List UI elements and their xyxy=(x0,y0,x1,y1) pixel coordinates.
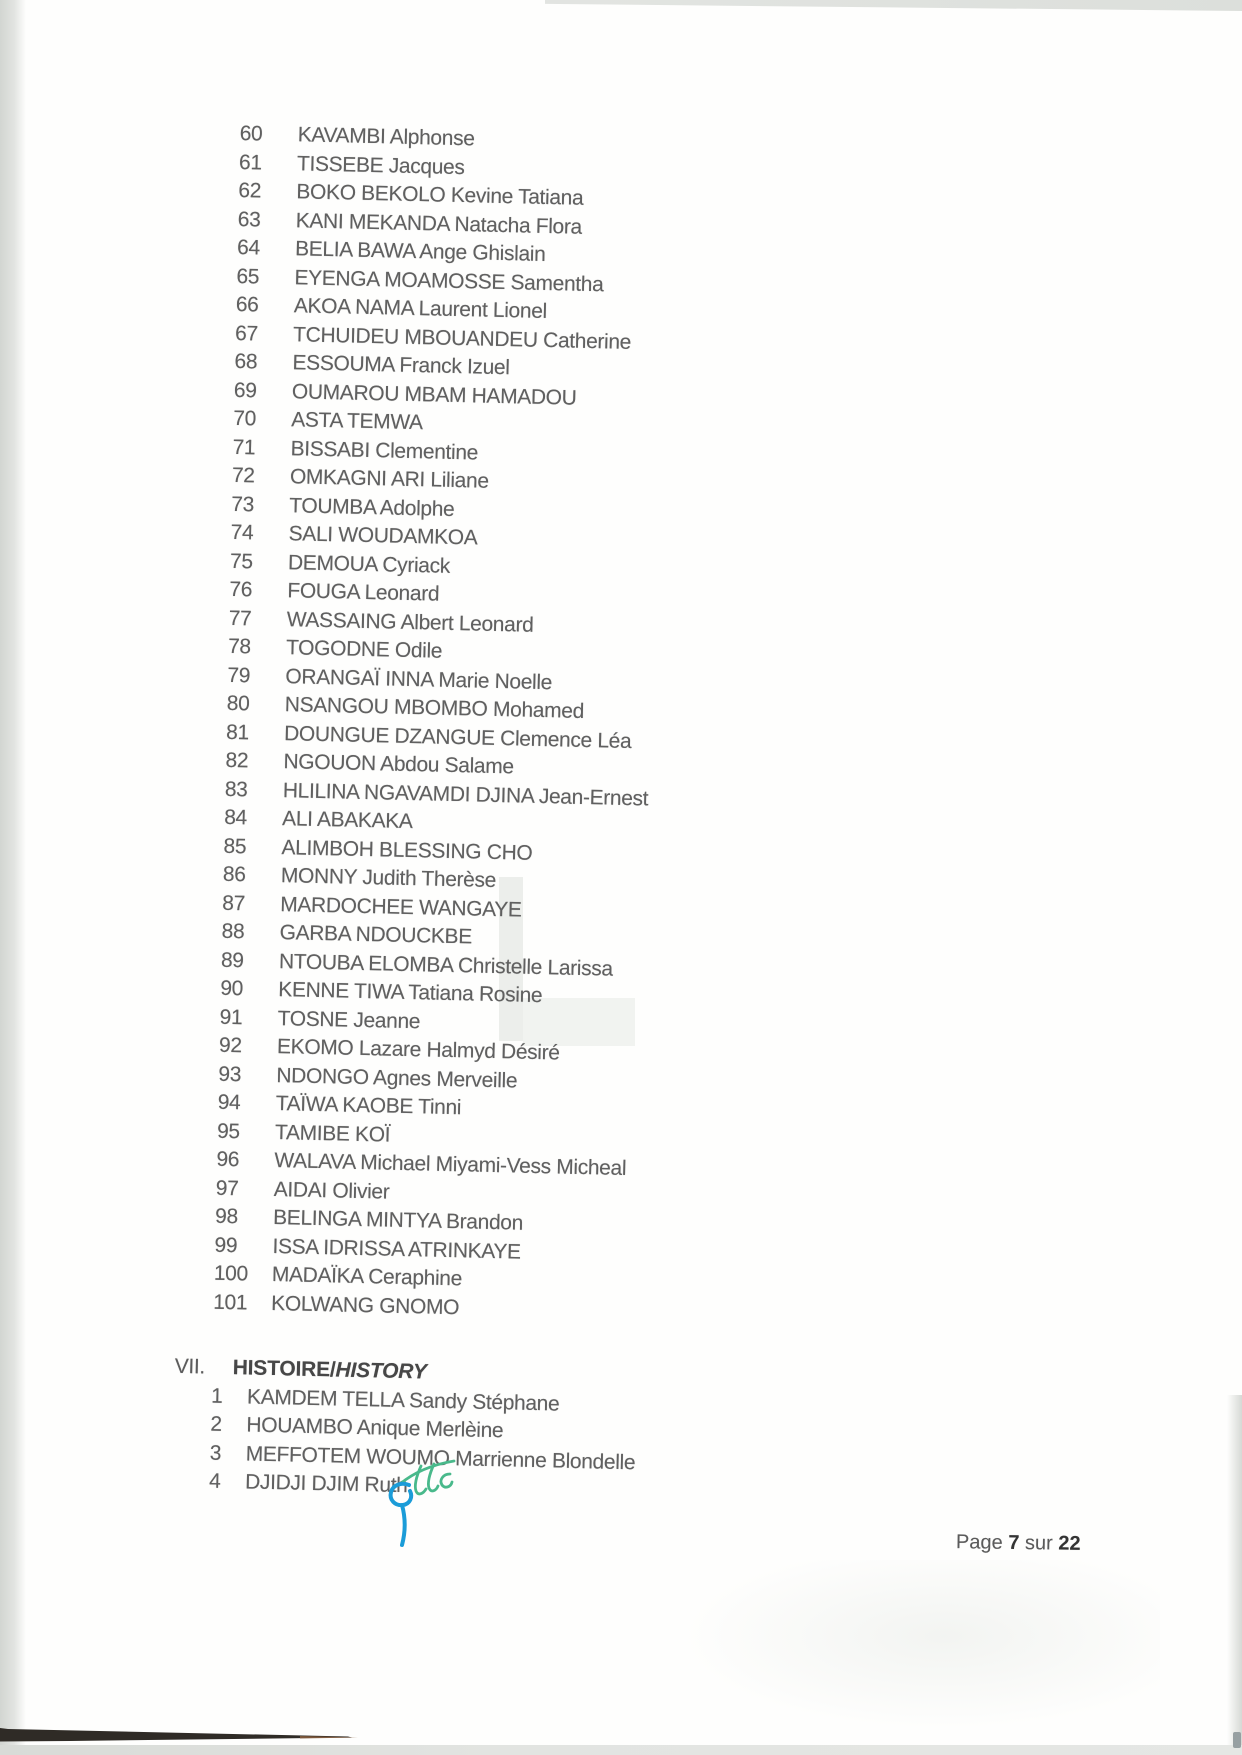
list-item-number: 82 xyxy=(225,748,249,773)
scan-edge-top xyxy=(545,0,1242,11)
list-item-name: TCHUIDEU MBOUANDEU Catherine xyxy=(292,322,632,354)
list-item-number: 90 xyxy=(220,976,244,1001)
list-item-number: 66 xyxy=(235,292,259,317)
list-item-number: 98 xyxy=(214,1204,239,1229)
handwritten-ink-mark xyxy=(378,1452,473,1562)
green-ttc-scribble xyxy=(400,1461,454,1494)
list-item-name: BELINGA MINTYA Brandon xyxy=(272,1206,524,1235)
list-item-name: KAVAMBI Alphonse xyxy=(297,123,475,151)
list-item-number: 61 xyxy=(238,150,263,175)
section-list xyxy=(209,1384,991,1516)
scan-edge-bottom xyxy=(0,1745,1242,1755)
list-item-name: BELIA BAWA Ange Ghislain xyxy=(294,237,546,266)
list-item-number: 80 xyxy=(226,691,250,716)
list-item-name: OUMAROU MBAM HAMADOU xyxy=(291,379,577,410)
section-numeral: VII. xyxy=(174,1354,206,1379)
list-item-number: 79 xyxy=(227,663,251,687)
list-item-number: 77 xyxy=(228,606,252,630)
scan-bottom-streak xyxy=(0,1722,380,1746)
list-item-number: 78 xyxy=(227,634,252,659)
list-item-name: TOGODNE Odile xyxy=(285,636,443,663)
list-item-number: 62 xyxy=(238,178,262,203)
list-item-number: 3 xyxy=(209,1441,222,1465)
list-item-number: 65 xyxy=(236,264,260,288)
list-item-number: 99 xyxy=(214,1233,238,1257)
list-item-name: KENNE TIWA Tatiana Rosine xyxy=(278,978,543,1008)
section-title: HISTOIRE/HISTORY xyxy=(232,1356,427,1384)
list-item-name: TAÏWA KAOBE Tinni xyxy=(275,1092,462,1120)
list-item-name: TAMIBE KOÏ xyxy=(274,1120,391,1147)
list-item-name: EKOMO Lazare Halmyd Désiré xyxy=(276,1035,560,1065)
list-item-number: 95 xyxy=(216,1119,241,1143)
list-item-number: 87 xyxy=(222,891,246,915)
list-item-number: 69 xyxy=(233,378,257,402)
list-item-number: 89 xyxy=(220,948,244,972)
list-item-name: ORANGAÏ INNA Marie Noelle xyxy=(285,664,553,694)
list-item-number: 2 xyxy=(210,1412,223,1436)
list-item-name: GARBA NDOUCKBE xyxy=(279,921,473,949)
page-footer xyxy=(956,1531,1081,1556)
list-item-name: MARDOCHEE WANGAYE xyxy=(280,892,522,922)
blue-pen-loop xyxy=(391,1484,412,1545)
list-item-name: BISSABI Clementine xyxy=(290,436,479,464)
scan-edge-right xyxy=(1227,1395,1242,1755)
list-item-number: 1 xyxy=(210,1384,223,1408)
list-item-number: 73 xyxy=(231,492,255,516)
list-item-number: 72 xyxy=(231,463,255,488)
list-item-name: ALI ABAKAKA xyxy=(281,807,413,834)
list-item-number: 88 xyxy=(221,919,245,944)
list-item-name: HLILINA NGAVAMDI DJINA Jean-Ernest xyxy=(282,778,649,810)
list-item-name: MADAÏKA Ceraphine xyxy=(271,1263,463,1291)
list-item-name: AKOA NAMA Laurent Lionel xyxy=(293,294,548,324)
list-item-number: 93 xyxy=(218,1062,242,1086)
list-item-number: 101 xyxy=(212,1290,248,1314)
list-item-name: NGOUON Abdou Salame xyxy=(283,750,514,779)
list-item-number: 92 xyxy=(218,1033,242,1058)
list-item-number: 4 xyxy=(208,1469,221,1493)
list-item-name: DJIDJI DJIM Ruth xyxy=(244,1470,408,1498)
roster-list xyxy=(213,122,1020,1336)
list-item-number: 96 xyxy=(216,1147,240,1172)
footer-page-label: Page xyxy=(955,1531,1003,1554)
list-item-name: KANI MEKANDA Natacha Flora xyxy=(295,208,583,239)
paper-smudge xyxy=(680,1560,1160,1730)
list-item-name: DOUNGUE DZANGUE Clemence Léa xyxy=(283,721,632,753)
list-item-name: MEFFOTEM WOUMO Marrienne Blondelle xyxy=(245,1441,636,1474)
list-item-number: 83 xyxy=(224,777,248,801)
list-item-name: AIDAI Olivier xyxy=(273,1177,390,1204)
list-item-number: 75 xyxy=(229,549,253,573)
footer-separator: sur xyxy=(1024,1532,1053,1555)
list-item-name: NSANGOU MBOMBO Mohamed xyxy=(284,693,585,723)
list-item-name: WALAVA Michael Miyami-Vess Micheal xyxy=(274,1149,627,1181)
footer-page-number: 7 xyxy=(1008,1531,1020,1555)
list-item-number: 74 xyxy=(230,520,254,545)
list-item-name: DEMOUA Cyriack xyxy=(287,550,451,578)
footer-total-pages: 22 xyxy=(1058,1532,1081,1555)
list-item-name: SALI WOUDAMKOA xyxy=(288,522,478,550)
list-item-number: 86 xyxy=(222,862,246,887)
list-item-number: 84 xyxy=(223,805,248,830)
list-item-name: ISSA IDRISSA ATRINKAYE xyxy=(272,1234,521,1264)
list-item-name: EYENGA MOAMOSSE Samentha xyxy=(294,265,604,296)
list-item-number: 97 xyxy=(215,1176,239,1200)
list-item-number: 81 xyxy=(225,720,250,744)
list-item-name: WASSAING Albert Leonard xyxy=(286,607,534,637)
list-item-name: KOLWANG GNOMO xyxy=(270,1291,460,1319)
list-item-name: OMKAGNI ARI Liliane xyxy=(289,465,489,493)
roster-block xyxy=(174,122,1020,1516)
list-item-number: 85 xyxy=(223,834,247,858)
scan-edge-left xyxy=(0,0,26,1755)
list-item-name: ASTA TEMWA xyxy=(290,408,423,435)
list-item-number: 64 xyxy=(236,235,261,260)
list-item-name: HOUAMBO Anique Merlèine xyxy=(246,1413,504,1443)
list-item-number: 100 xyxy=(213,1261,249,1286)
list-item-name: TOSNE Jeanne xyxy=(277,1006,421,1033)
list-item-number: 68 xyxy=(234,349,258,374)
list-item-number: 94 xyxy=(217,1090,241,1115)
scan-corner-mark xyxy=(1233,1732,1241,1748)
list-item-name: NTOUBA ELOMBA Christelle Larissa xyxy=(278,949,614,981)
list-item-number: 63 xyxy=(237,207,261,231)
list-item-name: MONNY Judith Therèse xyxy=(280,864,497,893)
list-item-number: 71 xyxy=(232,435,256,459)
list-item-name: NDONGO Agnes Merveille xyxy=(276,1063,518,1093)
list-item-name: TOUMBA Adolphe xyxy=(289,493,455,521)
list-item-name: BOKO BEKOLO Kevine Tatiana xyxy=(296,180,584,210)
list-item-number: 76 xyxy=(229,577,253,602)
list-item-number: 60 xyxy=(239,122,263,146)
list-item-name: FOUGA Leonard xyxy=(287,579,440,606)
list-item-number: 67 xyxy=(234,321,259,345)
list-item-name: TISSEBE Jacques xyxy=(296,151,465,179)
list-item-name: ALIMBOH BLESSING CHO xyxy=(281,835,533,865)
list-item-number: 70 xyxy=(233,406,257,431)
list-item-name: ESSOUMA Franck Izuel xyxy=(292,351,510,380)
list-item-name: KAMDEM TELLA Sandy Stéphane xyxy=(246,1384,560,1416)
list-item-number: 91 xyxy=(219,1005,243,1029)
